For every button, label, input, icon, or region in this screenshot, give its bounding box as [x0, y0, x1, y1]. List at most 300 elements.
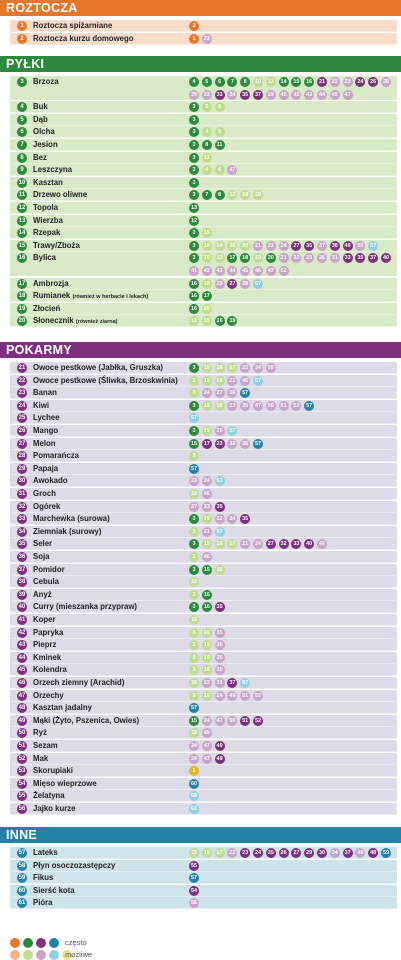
row-number-badge: 56	[18, 806, 26, 812]
legend-possible-dot	[23, 950, 33, 960]
row-label-text: Rumianek	[33, 291, 71, 301]
cross-reaction-dot: 21	[318, 79, 326, 85]
cross-reaction-dot: 16	[229, 242, 236, 249]
row-label	[33, 438, 56, 450]
row-number-badge: 24	[18, 402, 26, 409]
cross-reaction-dot: 23	[216, 440, 223, 447]
row-label	[33, 139, 58, 151]
cross-reaction-dot: 16	[203, 667, 210, 674]
row-label-text: Mango	[33, 426, 59, 435]
cross-reaction-dot: 49	[229, 692, 236, 699]
cross-reaction-dot: 44	[318, 91, 326, 98]
cross-reaction-dot: 15	[203, 541, 210, 548]
row-number-badge: 10	[18, 179, 26, 186]
section-header: PYŁKI	[0, 56, 401, 72]
cross-reaction-dot: 3	[189, 590, 199, 600]
row-label	[33, 727, 47, 739]
row-label-text: Mąki (Żyto, Pszenica, Owies)	[33, 715, 140, 725]
row-label	[33, 551, 49, 563]
table-row	[0, 753, 401, 766]
cross-reaction-dot: 26	[370, 79, 377, 85]
table-row	[0, 589, 401, 602]
cross-reaction-dot: 3	[189, 628, 199, 638]
row-label-note: (również ziarna)	[75, 319, 118, 326]
row-label-text: Pomidor	[33, 564, 65, 574]
row-label-text: Sierść kota	[33, 885, 75, 895]
legend-often-label: często	[65, 938, 87, 947]
cross-reaction-dot: 16	[216, 541, 223, 548]
row-number-badge: 22	[18, 377, 26, 384]
row-label-text: Roztocza kurzu domowego	[33, 33, 134, 43]
cross-reaction-dot: 19	[229, 318, 236, 325]
table-row	[0, 526, 401, 539]
row-number-badge: 47	[18, 692, 26, 699]
cross-reaction-dot: 7	[202, 190, 212, 200]
cross-reaction-dot: 16	[203, 591, 210, 598]
cross-reaction-dot: 57	[254, 377, 262, 384]
cross-reaction-dot: 46	[254, 267, 262, 274]
cross-reaction-dot: 21	[254, 242, 262, 249]
cross-reaction-dot: 1	[189, 766, 199, 776]
row-label-text: Mięso wieprzowe	[33, 778, 97, 788]
section-0	[0, 0, 401, 43]
table-row	[0, 164, 401, 177]
table-row	[0, 690, 401, 703]
row-number-badge: 34	[18, 528, 26, 535]
row-label-text: Jajko kurze	[33, 804, 76, 813]
row-number-badge: 61	[18, 900, 26, 907]
row-number-badge: 4	[17, 102, 27, 112]
cross-reaction-dot: 60	[190, 780, 198, 787]
section-3	[0, 827, 401, 908]
cross-reaction-dot: 57	[242, 390, 249, 397]
cross-reaction-dot: 16	[190, 617, 198, 623]
cross-reaction-dot: 3	[189, 665, 199, 675]
cross-reaction-dot: 22	[267, 242, 274, 249]
table-row	[0, 177, 401, 190]
row-number-badge: 2	[17, 34, 27, 44]
row-label	[33, 513, 110, 525]
row-label-text: Lychee	[33, 413, 60, 423]
cross-reaction-dot: 12	[190, 217, 198, 224]
row-label-text: Kiwi	[33, 400, 50, 410]
table-row	[0, 702, 401, 715]
cross-reaction-dot: 37	[344, 850, 351, 856]
row-number-badge: 16	[18, 255, 26, 262]
row-number-badge: 9	[17, 165, 27, 175]
cross-reaction-dot: 16	[306, 79, 313, 85]
row-label	[33, 278, 69, 290]
row-label-text: Leszczyna	[33, 165, 73, 175]
row-label-text: Słonecznik	[33, 316, 74, 326]
row-label-text: Lateks	[33, 848, 58, 857]
row-number-badge: 55	[18, 793, 26, 800]
cross-reaction-dot: 52	[254, 692, 262, 699]
cross-reaction-dot: 57	[216, 478, 223, 485]
cross-reaction-dot: 3	[189, 388, 199, 398]
legend-possible-dot	[36, 950, 46, 960]
row-label	[33, 885, 75, 897]
cross-reaction-dot: 3	[189, 451, 199, 461]
cross-reaction-dot: 5	[202, 102, 212, 112]
row-label-text: Fikus	[33, 873, 54, 883]
cross-reaction-dot: 13	[190, 205, 198, 211]
cross-reaction-dot: 47	[267, 267, 274, 274]
cross-reaction-dot: 22	[229, 850, 236, 856]
cross-reaction-dot: 28	[382, 79, 390, 85]
row-label	[33, 252, 56, 264]
row-label	[33, 847, 58, 859]
row-label-text: Koper	[33, 615, 56, 624]
cross-reaction-dot: 22	[203, 680, 210, 686]
row-number-badge: 46	[18, 680, 26, 686]
cross-reaction-dot: 35	[216, 642, 223, 649]
cross-reaction-dot: 16	[216, 566, 223, 573]
row-label-text: Jesion	[33, 140, 58, 149]
cross-reaction-dot: 15	[203, 318, 210, 325]
row-number-badge: 14	[18, 230, 26, 237]
cross-reaction-dot: 3	[189, 102, 199, 112]
cross-reaction-dot: 35	[216, 604, 223, 611]
row-number-badge: 18	[18, 293, 26, 300]
row-label-text: Buk	[33, 102, 48, 112]
row-label	[33, 475, 68, 487]
cross-reaction-dot: 24	[254, 850, 262, 856]
cross-reaction-dot: 3	[189, 539, 199, 549]
row-label	[33, 501, 60, 513]
table-row	[0, 475, 401, 488]
cross-reaction-dot: 15	[203, 230, 210, 237]
row-label	[33, 387, 57, 399]
row-label	[33, 639, 56, 651]
table-row	[0, 126, 401, 139]
table-row	[0, 303, 401, 316]
row-label	[33, 189, 87, 201]
row-label-text: Kminek	[33, 652, 62, 662]
cross-reaction-dot: 15	[190, 579, 198, 586]
cross-reaction-dot: 35	[242, 516, 249, 523]
row-label-text: Owoce pestkowe (Śliwka, Brzoskwinia)	[33, 375, 178, 385]
row-label	[33, 126, 55, 138]
cross-reaction-dot: 57	[190, 875, 198, 882]
cross-reaction-dot: 34	[229, 516, 236, 523]
table-row	[0, 290, 401, 303]
cross-reaction-dot: 3	[189, 115, 199, 125]
row-label	[33, 33, 134, 45]
row-label-text: Trawy/Zboża	[33, 240, 80, 250]
cross-reaction-dot: 17	[203, 440, 210, 447]
cross-reaction-dot: 15	[190, 717, 198, 724]
cross-reaction-dot: 11	[202, 153, 212, 163]
cross-reaction-dot: 16	[216, 377, 223, 384]
cross-reaction-dot: 52	[280, 267, 287, 274]
row-number-badge: 38	[18, 579, 26, 586]
row-number-badge: 19	[18, 305, 26, 312]
row-label-text: Ziemniak (surowy)	[33, 526, 102, 536]
row-label	[33, 463, 58, 475]
row-number-badge: 40	[18, 604, 26, 611]
table-row	[0, 614, 401, 627]
row-label	[33, 303, 60, 315]
row-label-text: Ryż	[33, 728, 47, 738]
row-label	[33, 564, 65, 576]
cross-reaction-dot: 42	[318, 541, 326, 548]
table-row	[0, 362, 401, 375]
cross-reaction-dot: 37	[254, 91, 262, 98]
row-label-text: Pióra	[33, 898, 53, 908]
row-label-text: Roztocza spiżarniane	[33, 21, 113, 30]
cross-reaction-dot: 17	[216, 850, 223, 856]
row-number-badge: 8	[17, 153, 27, 163]
cross-reaction-dot: 4	[202, 127, 212, 137]
cross-reaction-dot: 6	[215, 165, 225, 175]
cross-reaction-dot: 3	[189, 552, 199, 562]
cross-reaction-dot: 15	[203, 377, 210, 384]
cross-reaction-dot: 49	[344, 242, 351, 249]
cross-reaction-dot: 6	[215, 102, 225, 112]
cross-reaction-dot: 29	[190, 91, 198, 98]
row-label-text: Brzoza	[33, 77, 59, 86]
table-row	[0, 576, 401, 589]
cross-reaction-dot: 3	[189, 127, 199, 137]
cross-reaction-dot: 45	[242, 267, 249, 274]
cross-reaction-dot: 23	[306, 255, 313, 262]
cross-reaction-dot: 16	[190, 280, 198, 287]
cross-reaction-dot: 24	[203, 717, 210, 724]
cross-reaction-dot: 33	[216, 91, 223, 98]
table-row	[0, 139, 401, 152]
row-label-note: (również w herbacie i lekach)	[72, 294, 149, 301]
cross-reaction-dot: 47	[203, 743, 210, 749]
cross-reaction-dot: 16	[216, 402, 223, 409]
cross-reaction-dot: 33	[344, 255, 351, 262]
cross-reaction-dot: 21	[242, 541, 249, 548]
cross-reaction-dot: 24	[254, 541, 262, 548]
cross-reaction-dot: 32	[280, 541, 287, 548]
table-row	[0, 501, 401, 514]
cross-reaction-dot: 49	[216, 755, 223, 762]
row-number-badge: 52	[18, 755, 26, 762]
row-label	[33, 400, 49, 412]
cross-reaction-dot: 32	[216, 516, 223, 523]
cross-reaction-dot: 20	[267, 255, 274, 262]
row-number-badge: 49	[18, 717, 26, 724]
table-row	[0, 215, 401, 228]
legend-possible-dot	[10, 950, 20, 960]
cross-reaction-dot: 32	[229, 440, 236, 447]
cross-reaction-dot: 16	[216, 318, 223, 325]
row-number-badge: 30	[18, 478, 26, 485]
cross-reaction-dot: 17	[229, 365, 236, 371]
cross-reaction-dot: 51	[280, 402, 287, 409]
cross-reaction-dot: 47	[216, 717, 223, 724]
row-number-badge: 33	[18, 516, 26, 523]
row-label	[33, 20, 112, 32]
cross-reaction-dot: 40	[280, 91, 287, 98]
cross-reaction-dot: 21	[229, 377, 236, 384]
cross-reaction-dot: 8	[215, 190, 225, 200]
row-label	[33, 375, 178, 387]
cross-reaction-dot: 18	[242, 255, 249, 262]
row-label	[33, 601, 137, 613]
section-header: POKARMY	[0, 342, 401, 358]
cross-reaction-dot: 17	[203, 293, 210, 300]
row-label-text: Rzepak	[33, 228, 61, 238]
cross-reaction-dot: 3	[189, 653, 199, 663]
table-row	[0, 400, 401, 413]
cross-reaction-dot: 47	[203, 755, 210, 762]
table-row	[0, 564, 401, 577]
cross-reaction-dot: 25	[267, 850, 274, 856]
row-number-badge: 25	[18, 415, 26, 422]
cross-reaction-dot: 14	[216, 242, 223, 249]
row-number-badge: 60	[18, 887, 26, 894]
cross-reaction-dot: 16	[203, 850, 210, 856]
row-label	[33, 412, 60, 424]
row-label-text: Pomarańcza	[33, 451, 79, 461]
row-label	[33, 614, 56, 626]
row-label	[33, 177, 63, 189]
cross-reaction-dot: 10	[203, 255, 210, 262]
row-label	[33, 652, 61, 664]
cross-reaction-dot: 43	[306, 91, 313, 98]
section-header: ROZTOCZA	[0, 0, 401, 16]
cross-reaction-dot: 46	[203, 491, 210, 497]
cross-reaction-dot: 10	[203, 242, 210, 249]
cross-reaction-dot: 50	[357, 242, 364, 249]
row-label-text: Złocień	[33, 303, 61, 313]
cross-reaction-dot: 17	[229, 541, 236, 548]
cross-reaction-dot: 23	[344, 79, 351, 85]
row-number-badge: 37	[18, 566, 26, 573]
table-row	[0, 677, 401, 690]
cross-reaction-dot: 35	[357, 255, 364, 262]
row-number-badge: 57	[18, 850, 26, 856]
row-number-badge: 45	[18, 667, 26, 674]
row-label	[33, 778, 97, 790]
row-number-badge: 23	[18, 390, 26, 397]
row-label-text: Kolendra	[33, 665, 67, 675]
table-row	[0, 513, 401, 526]
row-number-badge: 3	[17, 77, 27, 87]
legend-often-dot	[23, 938, 33, 948]
row-label	[33, 315, 117, 329]
cross-reaction-dot: 18	[203, 280, 210, 287]
cross-reaction-dot: 3	[189, 153, 199, 163]
cross-reaction-dot: 37	[370, 255, 377, 262]
section-header: INNE	[0, 827, 401, 843]
section-2	[0, 342, 401, 813]
cross-reaction-dot: 35	[242, 440, 249, 447]
legend-often-dot	[36, 938, 46, 948]
cross-reaction-dot: 27	[216, 390, 223, 397]
row-number-badge: 27	[18, 440, 26, 447]
cross-reaction-dot: 31	[216, 680, 223, 686]
cross-reaction-dot: 19	[254, 255, 262, 262]
row-number-badge: 31	[18, 491, 26, 497]
cross-reaction-dot: 54	[190, 887, 198, 894]
cross-reaction-dot: 41	[190, 267, 198, 274]
cross-reaction-dot: 3	[189, 514, 199, 524]
row-label	[33, 740, 58, 752]
row-label-text: Wierzba	[33, 215, 63, 225]
cross-reaction-dot: 3	[189, 140, 199, 150]
table-row	[0, 727, 401, 740]
row-label	[33, 215, 63, 227]
cross-reaction-dot: 3	[189, 190, 199, 200]
cross-reaction-dot: 35	[216, 629, 223, 636]
table-row	[0, 551, 401, 564]
row-label-text: Owoce pestkowe (Jabłka, Gruszka)	[33, 363, 163, 372]
table-row	[0, 715, 401, 728]
cross-reaction-dot: 7	[227, 77, 237, 87]
cross-reaction-dot: 36	[229, 390, 236, 397]
row-label-text: Papaja	[33, 463, 59, 473]
cross-reaction-dot: 12	[229, 192, 236, 199]
cross-reaction-dot: 24	[203, 478, 210, 485]
row-label	[33, 526, 101, 538]
row-label	[33, 664, 67, 676]
cross-reaction-dot: 29	[306, 850, 313, 856]
row-label	[33, 101, 48, 113]
table-row	[0, 652, 401, 665]
cross-reaction-dot: 6	[215, 77, 225, 87]
cross-reaction-dot: 31	[331, 255, 338, 262]
row-label-text: Drzewo oliwne	[33, 190, 88, 200]
cross-reaction-dot: 22	[331, 79, 338, 85]
row-number-badge: 53	[18, 768, 26, 775]
cross-reaction-dot: 35	[216, 654, 223, 661]
cross-reaction-dot: 45	[331, 91, 338, 98]
cross-reaction-dot: 34	[254, 365, 262, 371]
cross-reaction-dot: 47	[344, 91, 351, 98]
cross-reaction-dot: 16	[190, 293, 198, 300]
cross-reaction-dot: 38	[331, 242, 338, 249]
cross-reaction-dot: 21	[280, 255, 287, 262]
cross-reaction-dot: 32	[203, 91, 210, 98]
cross-reaction-dot: 35	[216, 428, 223, 434]
table-row	[0, 189, 401, 202]
cross-reaction-dot: 4	[202, 165, 212, 175]
cross-reaction-dot: 57	[190, 705, 198, 712]
cross-reaction-dot: 40	[382, 255, 390, 262]
cross-reaction-dot: 37	[229, 680, 236, 686]
table-row	[0, 438, 401, 451]
row-label	[33, 690, 64, 702]
cross-reaction-dot: 15	[203, 566, 210, 573]
cross-reaction-dot: 35	[216, 503, 223, 510]
row-label	[33, 753, 48, 765]
cross-reaction-dot: 35	[216, 667, 223, 674]
cross-reaction-dot: 8	[240, 77, 250, 87]
cross-reaction-dot: 2	[189, 21, 199, 31]
cross-reaction-dot: 13	[216, 255, 223, 262]
cross-reaction-dot: 3	[189, 691, 199, 701]
cross-reaction-dot: 50	[229, 717, 236, 724]
cross-reaction-dot: 16	[203, 642, 210, 649]
row-number-badge: 11	[18, 192, 26, 199]
cross-reaction-dot: 55	[190, 862, 198, 869]
cross-reaction-dot: 14	[280, 79, 287, 85]
table-row	[0, 740, 401, 753]
cross-reaction-dot: 24	[203, 390, 210, 397]
cross-reaction-dot: 23	[190, 478, 198, 485]
cross-reaction-dot: 35	[242, 91, 249, 98]
cross-reaction-dot: 3	[189, 228, 199, 238]
row-label	[33, 715, 139, 727]
cross-reaction-dot: 50	[267, 402, 274, 409]
row-label-text: Cebula	[33, 577, 59, 587]
